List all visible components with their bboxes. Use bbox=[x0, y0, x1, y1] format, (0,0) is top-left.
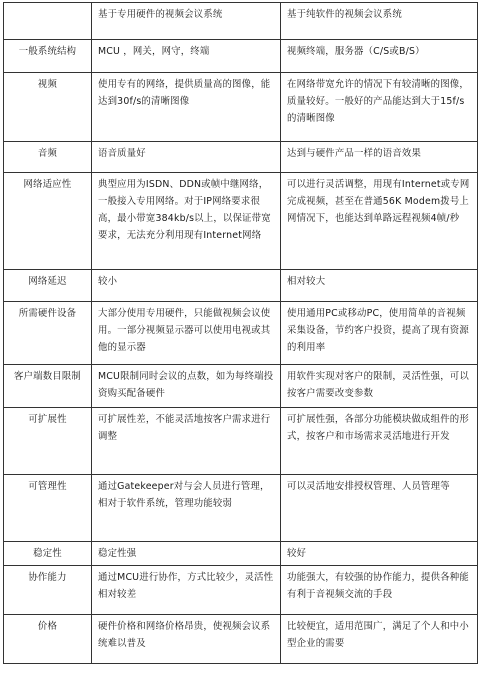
software-cell: 可以灵活地安排授权管理、人员管理等 bbox=[281, 475, 478, 542]
hardware-cell: MCU ，网关，网守，终端 bbox=[92, 40, 281, 73]
criterion-cell: 网络适应性 bbox=[4, 173, 92, 270]
criterion-cell: 所需硬件设备 bbox=[4, 302, 92, 365]
criterion-cell: 视频 bbox=[4, 73, 92, 142]
criterion-cell: 客户端数目限制 bbox=[4, 365, 92, 408]
software-cell: 使用通用PC或移动PC，使用简单的音视频采集设备，节约客户投资，提高了现有资源的利用率 bbox=[281, 302, 478, 365]
software-cell: 可以进行灵活调整，用现有Internet或专网完成视频，甚至在普通56K Modem拨号上网情况下，也能达到单路远程视频4帧/秒 bbox=[281, 173, 478, 270]
hardware-cell: 通过MCU进行协作，方式比较少，灵活性相对较差 bbox=[92, 566, 281, 615]
criterion-cell: 可扩展性 bbox=[4, 408, 92, 475]
table-row bbox=[4, 40, 478, 73]
header-cell-software: 基于纯软件的视频会议系统 bbox=[281, 3, 478, 40]
table-row bbox=[4, 73, 478, 142]
hardware-cell: 大部分使用专用硬件，只能做视频会议使用。一部分视频显示器可以使用电视或其他的显示器 bbox=[92, 302, 281, 365]
hardware-cell: 使用专有的网络，提供质量高的图像，能达到30f/s的清晰图像 bbox=[92, 73, 281, 142]
hardware-cell: 典型应用为ISDN、DDN或帧中继网络，一般接入专用网络。对于IP网络要求很高，最小带宽384kb/s以上，以保证带宽要求，无法充分利用现有Internet网络 bbox=[92, 173, 281, 270]
hardware-cell: 可扩展性差，不能灵活地按客户需求进行调整 bbox=[92, 408, 281, 475]
hardware-cell: 较小 bbox=[92, 270, 281, 302]
software-cell: 达到与硬件产品一样的语音效果 bbox=[281, 142, 478, 173]
table-row bbox=[4, 173, 478, 270]
header-row bbox=[4, 3, 478, 40]
software-cell: 用软件实现对客户的限制，灵活性强，可以按客户需要改变参数 bbox=[281, 365, 478, 408]
criterion-cell: 稳定性 bbox=[4, 542, 92, 566]
table-row bbox=[4, 475, 478, 542]
hardware-cell: 稳定性强 bbox=[92, 542, 281, 566]
hardware-cell: 语音质量好 bbox=[92, 142, 281, 173]
criterion-cell: 价格 bbox=[4, 615, 92, 664]
software-cell: 视频终端，服务器（C/S或B/S） bbox=[281, 40, 478, 73]
table-row bbox=[4, 270, 478, 302]
table-row bbox=[4, 142, 478, 173]
criterion-cell: 音频 bbox=[4, 142, 92, 173]
software-cell: 比较便宜，适用范围广，满足了个人和中小型企业的需要 bbox=[281, 615, 478, 664]
table-row bbox=[4, 542, 478, 566]
comparison-table bbox=[3, 2, 478, 664]
table-row bbox=[4, 302, 478, 365]
software-cell: 可扩展性强，各部分功能模块做成组件的形式，按客户和市场需求灵活地进行开发 bbox=[281, 408, 478, 475]
hardware-cell: 硬件价格和网络价格昂贵，使视频会议系统难以普及 bbox=[92, 615, 281, 664]
hardware-cell: 通过Gatekeeper对与会人员进行管理，相对于软件系统，管理功能较弱 bbox=[92, 475, 281, 542]
table-row bbox=[4, 615, 478, 664]
table-row bbox=[4, 365, 478, 408]
software-cell: 相对较大 bbox=[281, 270, 478, 302]
header-cell-hardware: 基于专用硬件的视频会议系统 bbox=[92, 3, 281, 40]
table-row bbox=[4, 566, 478, 615]
software-cell: 功能强大，有较强的协作能力，提供各种能有利于音视频交流的手段 bbox=[281, 566, 478, 615]
header-cell-blank bbox=[4, 3, 92, 40]
criterion-cell: 协作能力 bbox=[4, 566, 92, 615]
criterion-cell: 可管理性 bbox=[4, 475, 92, 542]
hardware-cell: MCU限制同时会议的点数，如为每终端投资购买配备硬件 bbox=[92, 365, 281, 408]
software-cell: 在网络带宽允许的情况下有较清晰的图像，质量较好。一般好的产品能达到大于15f/s的清晰图像 bbox=[281, 73, 478, 142]
criterion-cell: 网络延迟 bbox=[4, 270, 92, 302]
table-row bbox=[4, 408, 478, 475]
criterion-cell: 一般系统结构 bbox=[4, 40, 92, 73]
software-cell: 较好 bbox=[281, 542, 478, 566]
